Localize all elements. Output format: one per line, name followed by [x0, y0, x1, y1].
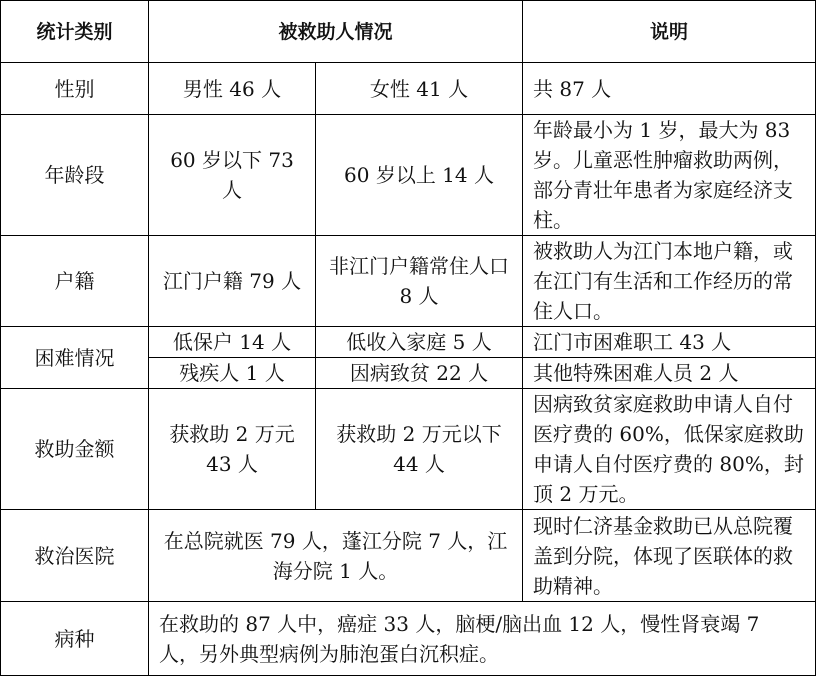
hardship-disabled: 残疾人 1 人: [149, 358, 316, 389]
amount-below: 获救助 2 万元以下 44 人: [316, 389, 523, 510]
hospital-row: [1, 510, 816, 602]
age-label: 年龄段: [1, 115, 149, 236]
header-note: 说明: [523, 1, 816, 63]
amount-row: [1, 389, 816, 510]
gender-male: 男性 46 人: [149, 63, 316, 115]
age-note: 年龄最小为 1 岁，最大为 83 岁。儿童恶性肿瘤救助两例，部分青壮年患者为家庭经济支柱。: [523, 115, 816, 236]
disease-row: [1, 602, 816, 676]
hospital-note: 现时仁济基金救助已从总院覆盖到分院，体现了医联体的救助精神。: [523, 510, 816, 602]
hardship-low-income: 低收入家庭 5 人: [316, 327, 523, 358]
hardship-illness-poverty: 因病致贫 22 人: [316, 358, 523, 389]
household-local: 江门户籍 79 人: [149, 236, 316, 327]
hardship-row-1: [1, 327, 816, 358]
household-nonlocal: 非江门户籍常住人口 8 人: [316, 236, 523, 327]
hardship-low-security: 低保户 14 人: [149, 327, 316, 358]
gender-female: 女性 41 人: [316, 63, 523, 115]
disease-value: 在救助的 87 人中，癌症 33 人，脑梗/脑出血 12 人，慢性肾衰竭 7 人，另外典型病例为肺泡蛋白沉积症。: [149, 602, 816, 676]
hospital-label: 救治医院: [1, 510, 149, 602]
household-row: [1, 236, 816, 327]
hardship-workers: 江门市困难职工 43 人: [523, 327, 816, 358]
header-situation: 被救助人情况: [149, 1, 523, 63]
age-over60: 60 岁以上 14 人: [316, 115, 523, 236]
amount-note: 因病致贫家庭救助申请人自付医疗费的 60%，低保家庭救助申请人自付医疗费的 80%，封顶 2 万元。: [523, 389, 816, 510]
header-row: [1, 1, 816, 63]
amount-above: 获救助 2 万元 43 人: [149, 389, 316, 510]
age-under60: 60 岁以下 73 人: [149, 115, 316, 236]
gender-note: 共 87 人: [523, 63, 816, 115]
hospital-value: 在总院就医 79 人，蓬江分院 7 人，江海分院 1 人。: [149, 510, 523, 602]
disease-label: 病种: [1, 602, 149, 676]
hardship-label: 困难情况: [1, 327, 149, 389]
gender-label: 性别: [1, 63, 149, 115]
household-label: 户籍: [1, 236, 149, 327]
household-note: 被救助人为江门本地户籍，或在江门有生活和工作经历的常住人口。: [523, 236, 816, 327]
hardship-special: 其他特殊困难人员 2 人: [523, 358, 816, 389]
header-category: 统计类别: [1, 1, 149, 63]
amount-label: 救助金额: [1, 389, 149, 510]
age-row: [1, 115, 816, 236]
gender-row: [1, 63, 816, 115]
